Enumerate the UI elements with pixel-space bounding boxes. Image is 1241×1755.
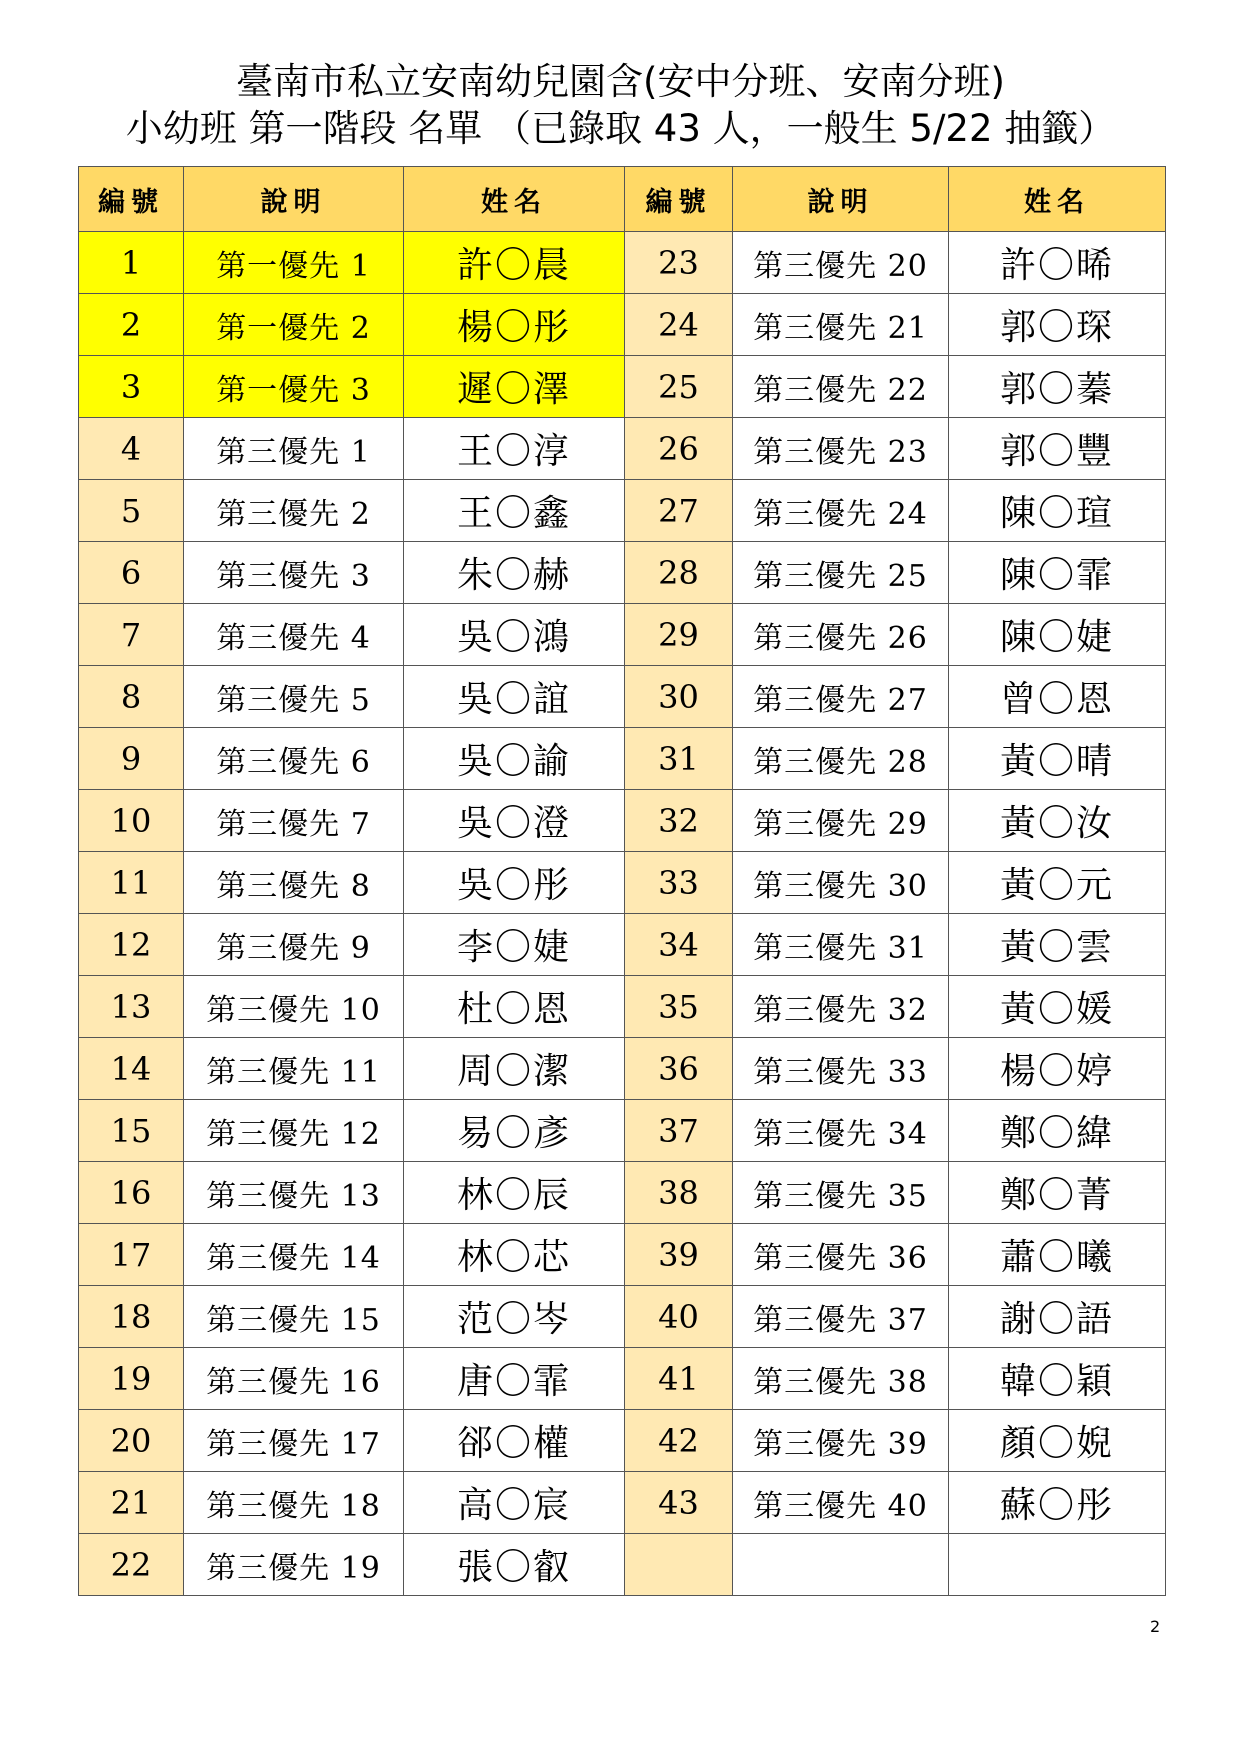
entry-name: 李〇婕 [404,914,625,976]
entry-description: 第三優先 20 [733,232,949,294]
header-number-right: 編號 [625,167,733,232]
entry-name: 郭〇琛 [949,294,1166,356]
entry-name: 林〇芯 [404,1224,625,1286]
entry-number: 22 [79,1534,184,1596]
entry-name: 唐〇霏 [404,1348,625,1410]
header-name-left: 姓名 [404,167,625,232]
entry-name: 鄭〇菁 [949,1162,1166,1224]
table-row [79,356,1166,418]
entry-name: 楊〇婷 [949,1038,1166,1100]
entry-description: 第三優先 38 [733,1348,949,1410]
table-row [79,1224,1166,1286]
entry-name: 范〇岑 [404,1286,625,1348]
table-row [79,852,1166,914]
table-row [79,1162,1166,1224]
entry-description: 第三優先 9 [184,914,404,976]
entry-name [949,1534,1166,1596]
entry-number: 15 [79,1100,184,1162]
entry-description: 第三優先 3 [184,542,404,604]
entry-number: 38 [625,1162,733,1224]
table-row [79,1410,1166,1472]
entry-name: 陳〇瑄 [949,480,1166,542]
entry-number: 2 [79,294,184,356]
entry-name: 遲〇澤 [404,356,625,418]
entry-number: 17 [79,1224,184,1286]
entry-number: 30 [625,666,733,728]
entry-description: 第一優先 2 [184,294,404,356]
entry-number: 11 [79,852,184,914]
entry-name: 謝〇語 [949,1286,1166,1348]
entry-description: 第一優先 3 [184,356,404,418]
entry-name: 朱〇赫 [404,542,625,604]
entry-number: 37 [625,1100,733,1162]
entry-description: 第三優先 28 [733,728,949,790]
entry-description: 第三優先 18 [184,1472,404,1534]
entry-description [733,1534,949,1596]
entry-number [625,1534,733,1596]
entry-number: 32 [625,790,733,852]
table-row [79,1286,1166,1348]
entry-description: 第三優先 23 [733,418,949,480]
entry-number: 26 [625,418,733,480]
entry-name: 吳〇澄 [404,790,625,852]
entry-description: 第三優先 12 [184,1100,404,1162]
entry-description: 第三優先 11 [184,1038,404,1100]
table-row [79,542,1166,604]
table-body [79,232,1166,1596]
table-row [79,976,1166,1038]
entry-name: 郭〇蓁 [949,356,1166,418]
entry-number: 27 [625,480,733,542]
header-number-left: 編號 [79,167,184,232]
document-title-block [0,58,1241,152]
entry-description: 第三優先 16 [184,1348,404,1410]
entry-number: 42 [625,1410,733,1472]
entry-number: 34 [625,914,733,976]
table-header-row [79,167,1166,232]
entry-number: 28 [625,542,733,604]
entry-number: 39 [625,1224,733,1286]
entry-description: 第三優先 31 [733,914,949,976]
entry-description: 第三優先 29 [733,790,949,852]
entry-name: 陳〇婕 [949,604,1166,666]
table-row [79,914,1166,976]
table-row [79,790,1166,852]
entry-name: 吳〇諭 [404,728,625,790]
entry-description: 第三優先 6 [184,728,404,790]
entry-description: 第一優先 1 [184,232,404,294]
table-row [79,1534,1166,1596]
entry-number: 36 [625,1038,733,1100]
entry-name: 蕭〇曦 [949,1224,1166,1286]
entry-name: 黃〇雲 [949,914,1166,976]
entry-name: 郤〇權 [404,1410,625,1472]
entry-name: 陳〇霏 [949,542,1166,604]
entry-number: 16 [79,1162,184,1224]
table-row [79,232,1166,294]
entry-number: 25 [625,356,733,418]
table-row [79,480,1166,542]
entry-number: 7 [79,604,184,666]
entry-description: 第三優先 35 [733,1162,949,1224]
entry-description: 第三優先 15 [184,1286,404,1348]
entry-number: 9 [79,728,184,790]
entry-name: 吳〇誼 [404,666,625,728]
entry-name: 黃〇晴 [949,728,1166,790]
entry-name: 楊〇彤 [404,294,625,356]
entry-number: 29 [625,604,733,666]
entry-description: 第三優先 22 [733,356,949,418]
entry-name: 韓〇穎 [949,1348,1166,1410]
entry-name: 林〇辰 [404,1162,625,1224]
entry-name: 黃〇元 [949,852,1166,914]
header-name-right: 姓名 [949,167,1166,232]
entry-description: 第三優先 14 [184,1224,404,1286]
entry-name: 顏〇婗 [949,1410,1166,1472]
entry-number: 3 [79,356,184,418]
entry-name: 曾〇恩 [949,666,1166,728]
entry-description: 第三優先 8 [184,852,404,914]
entry-description: 第三優先 27 [733,666,949,728]
entry-description: 第三優先 2 [184,480,404,542]
entry-description: 第三優先 40 [733,1472,949,1534]
entry-number: 14 [79,1038,184,1100]
entry-description: 第三優先 19 [184,1534,404,1596]
table-row [79,1348,1166,1410]
entry-number: 5 [79,480,184,542]
entry-name: 王〇鑫 [404,480,625,542]
entry-description: 第三優先 39 [733,1410,949,1472]
entry-description: 第三優先 17 [184,1410,404,1472]
table-row [79,1100,1166,1162]
entry-name: 張〇叡 [404,1534,625,1596]
table-row [79,728,1166,790]
entry-number: 35 [625,976,733,1038]
entry-number: 19 [79,1348,184,1410]
document-title: 臺南市私立安南幼兒園含(安中分班、安南分班) [236,60,1005,103]
entry-description: 第三優先 10 [184,976,404,1038]
entry-number: 41 [625,1348,733,1410]
entry-name: 杜〇恩 [404,976,625,1038]
page-number: 2 [1150,1617,1161,1636]
entry-name: 黃〇汝 [949,790,1166,852]
entry-number: 8 [79,666,184,728]
entry-description: 第三優先 13 [184,1162,404,1224]
table-row [79,294,1166,356]
table-row [79,1038,1166,1100]
entry-number: 6 [79,542,184,604]
entry-name: 許〇晨 [404,232,625,294]
entry-description: 第三優先 37 [733,1286,949,1348]
entry-description: 第三優先 24 [733,480,949,542]
entry-description: 第三優先 1 [184,418,404,480]
entry-name: 鄭〇緯 [949,1100,1166,1162]
entry-name: 吳〇鴻 [404,604,625,666]
entry-number: 21 [79,1472,184,1534]
entry-description: 第三優先 36 [733,1224,949,1286]
entry-number: 20 [79,1410,184,1472]
entry-description: 第三優先 7 [184,790,404,852]
entry-description: 第三優先 4 [184,604,404,666]
entry-name: 周〇潔 [404,1038,625,1100]
entry-number: 4 [79,418,184,480]
entry-number: 1 [79,232,184,294]
entry-description: 第三優先 30 [733,852,949,914]
entry-name: 吳〇彤 [404,852,625,914]
entry-number: 13 [79,976,184,1038]
entry-number: 43 [625,1472,733,1534]
entry-description: 第三優先 32 [733,976,949,1038]
document-subtitle: 小幼班 第一階段 名單 （已錄取 43 人，一般生 5/22 抽籤） [125,107,1116,150]
table-row [79,1472,1166,1534]
admission-list-table [78,166,1166,1596]
header-description-left: 說明 [184,167,404,232]
entry-number: 23 [625,232,733,294]
entry-number: 10 [79,790,184,852]
entry-description: 第三優先 26 [733,604,949,666]
entry-name: 黃〇媛 [949,976,1166,1038]
entry-description: 第三優先 5 [184,666,404,728]
entry-description: 第三優先 21 [733,294,949,356]
entry-name: 蘇〇彤 [949,1472,1166,1534]
header-description-right: 說明 [733,167,949,232]
table-row [79,604,1166,666]
table-row [79,666,1166,728]
entry-name: 易〇彥 [404,1100,625,1162]
entry-description: 第三優先 34 [733,1100,949,1162]
entry-number: 31 [625,728,733,790]
table-row [79,418,1166,480]
entry-number: 33 [625,852,733,914]
entry-number: 18 [79,1286,184,1348]
entry-number: 24 [625,294,733,356]
entry-name: 王〇淳 [404,418,625,480]
entry-number: 12 [79,914,184,976]
entry-name: 許〇晞 [949,232,1166,294]
entry-description: 第三優先 25 [733,542,949,604]
entry-name: 郭〇豐 [949,418,1166,480]
entry-name: 高〇宸 [404,1472,625,1534]
entry-description: 第三優先 33 [733,1038,949,1100]
entry-number: 40 [625,1286,733,1348]
